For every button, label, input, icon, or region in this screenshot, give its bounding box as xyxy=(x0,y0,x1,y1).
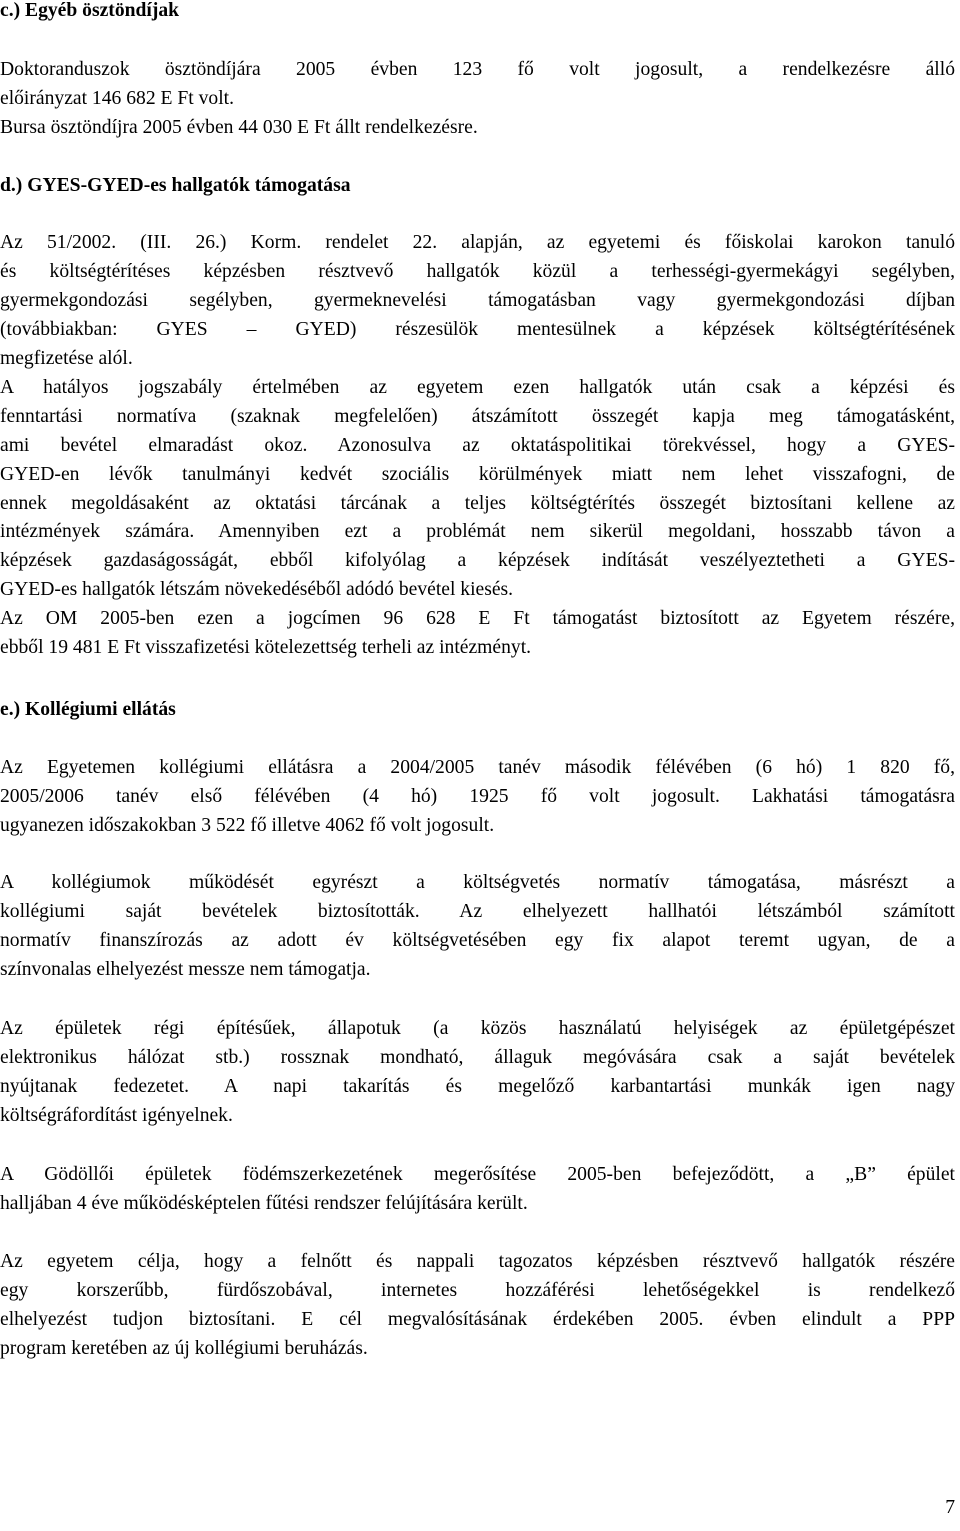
text-line: megfizetése alól. xyxy=(0,347,133,369)
text-line: ennek megoldásaként az oktatási tárcának a teljes költségtérítés összegét biztosítani kellene az xyxy=(0,492,955,514)
text-line: színvonalas elhelyezést messze nem támogatja. xyxy=(0,958,371,980)
text-line: A Gödöllői épületek födémszerkezetének megerősítése 2005-ben befejeződött, a „B” épület xyxy=(0,1164,955,1185)
text-line: nyújtanak fedezetet. A napi takarítás és megelőző karbantartási munkák igen nagy xyxy=(0,1075,955,1097)
text-line: intézmények számára. Amennyiben ezt a problémát nem sikerül megoldani, hosszabb távon a xyxy=(0,521,955,543)
text-line: A kollégiumok működését egyrészt a költségvetés normatív támogatása, másrészt a xyxy=(0,872,955,893)
page-number: 7 xyxy=(945,1497,955,1518)
paragraph-korm-rendelet xyxy=(0,229,955,373)
paragraph-doktoranduszok xyxy=(0,56,955,114)
text-line: ebből 19 481 E Ft visszafizetési kötelezettség terheli az intézményt. xyxy=(0,636,532,658)
text-line: Az 51/2002. (III. 26.) Korm. rendelet 22. alapján, az egyetemi és főiskolai karokon tanuló xyxy=(0,232,955,253)
text-line: (továbbiakban: GYES – GYED) részesülök mentesülnek a képzések költségtérítésének xyxy=(0,318,955,340)
text-line: Az egyetem célja, hogy a felnőtt és nappali tagozatos képzésben résztvevő hallgatók részére xyxy=(0,1251,955,1272)
text-line: ami bevétel elmaradást okoz. Azonosulva az oktatáspolitikai törekvéssel, hogy a GYES- xyxy=(0,434,955,456)
paragraph-bursa xyxy=(0,114,955,143)
text-line: Az Egyetemen kollégiumi ellátásra a 2004/2005 tanév második félévében (6 hó) 1 820 fő, xyxy=(0,757,955,778)
text-line: halljában 4 éve működésképtelen fűtési rendszer felújítására került. xyxy=(0,1192,528,1214)
text-line: elhelyezést tudjon biztosítani. E cél megvalósításának érdekében 2005. évben elindult a PPP xyxy=(0,1308,955,1330)
text-line: normatív finanszírozás az adott év költségvetésében egy fix alapot teremt ugyan, de a xyxy=(0,929,955,951)
heading-gyes-gyed: d.) GYES-GYED-es hallgatók támogatása xyxy=(0,175,351,196)
text-line: gyermekgondozási segélyben, gyermeknevelési támogatásban vagy gyermekgondozási díjban xyxy=(0,289,955,311)
text-line: ugyanezen időszakokban 3 522 fő illetve 4062 fő volt jogosult. xyxy=(0,814,495,836)
heading-kollegiumi-ellatas: e.) Kollégiumi ellátás xyxy=(0,699,176,720)
text-line: és költségtérítéses képzésben résztvevő hallgatók közül a terhességi-gyermekágyi segélyben, xyxy=(0,260,955,282)
text-line: Bursa ösztöndíjra 2005 évben 44 030 E Ft állt rendelkezésre. xyxy=(0,117,478,138)
text-line: képzések gazdaságosságát, ebből kifolyólag a képzések indítását veszélyeztetheti a GYES- xyxy=(0,550,955,572)
text-line: 2005/2006 tanév első félévében (4 hó) 1925 fő volt jogosult. Lakhatási támogatásra xyxy=(0,785,955,807)
text-line: Az OM 2005-ben ezen a jogcímen 96 628 E Ft támogatást biztosított az Egyetem részére, xyxy=(0,608,955,629)
paragraph-egyetem-celja xyxy=(0,1248,955,1364)
text-line: program keretében az új kollégiumi beruházás. xyxy=(0,1337,368,1359)
text-line: GYED-en lévők tanulmányi kedvét szociális körülmények miatt nem lehet visszafogni, de xyxy=(0,463,955,485)
paragraph-kollegiumok-mukodese xyxy=(0,869,955,985)
text-line: Doktoranduszok ösztöndíjára 2005 évben 123 fő volt jogosult, a rendelkezésre álló xyxy=(0,59,955,80)
paragraph-epuletek xyxy=(0,1015,955,1131)
heading-egyeb-osztondijak: c.) Egyéb ösztöndíjak xyxy=(0,0,180,21)
text-line: A hatályos jogszabály értelmében az egyetem ezen hallgatók után csak a képzési és xyxy=(0,377,955,398)
text-line: egy korszerűbb, fürdőszobával, internetes hozzáférési lehetőségekkel is rendelkező xyxy=(0,1279,955,1301)
text-line: elektronikus hálózat stb.) rossznak mondható, állaguk megóvására csak a saját bevételek xyxy=(0,1046,955,1068)
text-line: GYED-es hallgatók létszám növekedéséből adódó bevétel kiesés. xyxy=(0,579,514,601)
paragraph-kollegiumi-ellatasra xyxy=(0,754,955,841)
text-line: fenntartási normatíva (szaknak megfelelően) átszámított összegét kapja meg támogatásként, xyxy=(0,405,955,427)
paragraph-om-tamogatas xyxy=(0,605,955,663)
text-line: előirányzat 146 682 E Ft volt. xyxy=(0,87,234,109)
text-line: kollégiumi saját bevételek biztosították. Az elhelyezett hallhatói létszámból számított xyxy=(0,900,955,922)
text-line: költségráfordítást igényelnek. xyxy=(0,1104,233,1126)
paragraph-godolloi-epuletek xyxy=(0,1161,955,1219)
paragraph-hatalyos-jogszabaly xyxy=(0,374,955,605)
text-line: Az épületek régi építésűek, állapotuk (a közös használatú helyiségek az épületgépészet xyxy=(0,1018,955,1039)
